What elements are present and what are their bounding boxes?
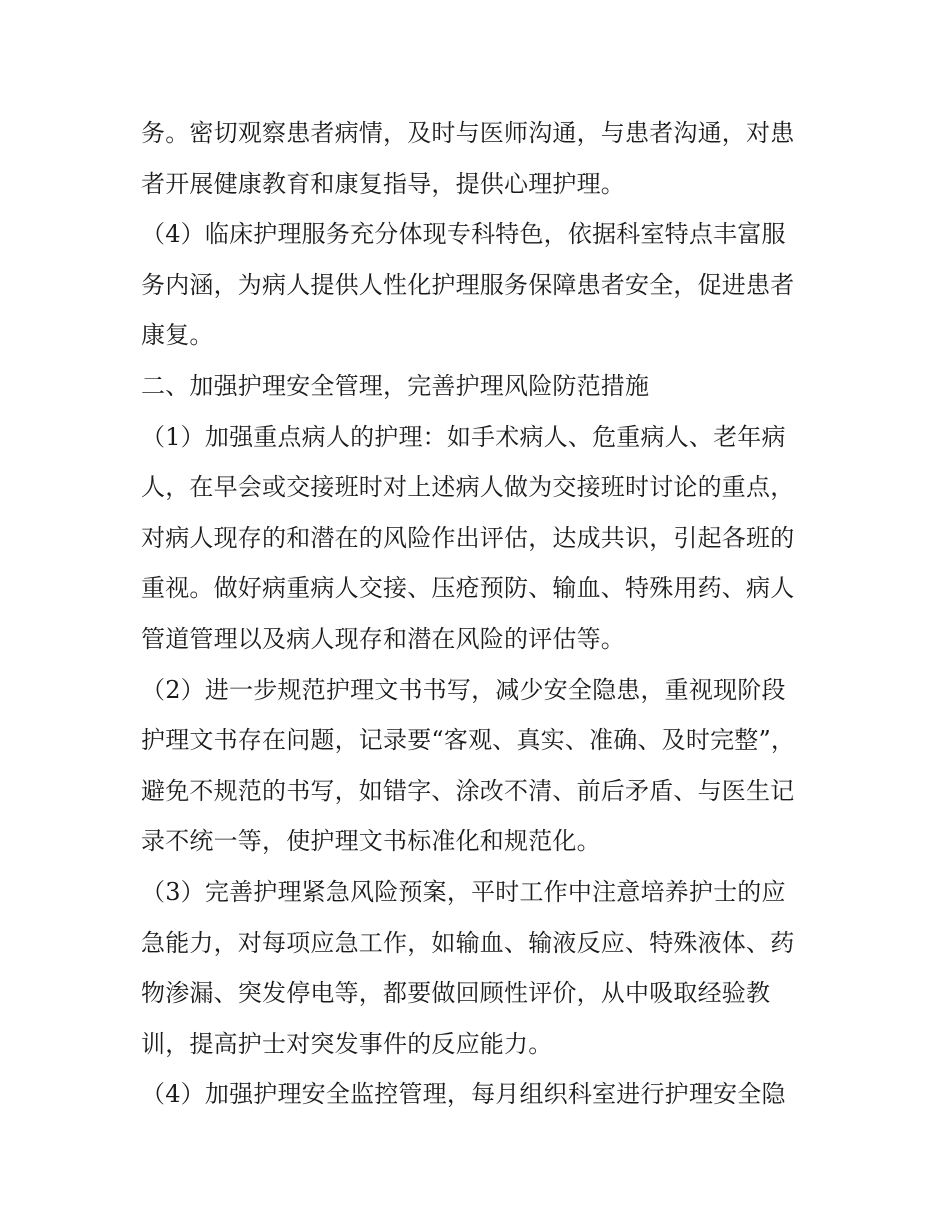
text-line-17: 急能力，对每项应急工作，如输血、输液反应、特殊液体、药 xyxy=(141,928,795,957)
text-line-3: （4）临床护理服务充分体现专科特色，依据科室特点丰富服 xyxy=(141,220,786,249)
text-line-5: 康复。 xyxy=(141,321,214,350)
text-line-10: 重视。做好病重病人交接、压疮预防、输血、特殊用药、病人 xyxy=(141,574,795,603)
text-line-8: 人，在早会或交接班时对上述病人做为交接班时讨论的重点， xyxy=(141,473,795,502)
text-line-16: （3）完善护理紧急风险预案，平时工作中注意培养护士的应 xyxy=(141,877,786,906)
document-body xyxy=(141,108,821,1120)
text-line-19: 训，提高护士对突发事件的反应能力。 xyxy=(141,1029,553,1058)
text-line-11: 管道管理以及病人现存和潜在风险的评估等。 xyxy=(141,624,625,653)
text-line-14: 避免不规范的书写，如错字、涂改不清、前后矛盾、与医生记 xyxy=(141,776,795,805)
text-line-7: （1）加强重点病人的护理：如手术病人、危重病人、老年病 xyxy=(141,422,786,451)
text-line-13: 护理文书存在问题，记录要“客观、真实、准确、及时完整”， xyxy=(141,726,796,755)
section-heading: 二、加强护理安全管理，完善护理风险防范措施 xyxy=(141,371,650,400)
text-line-18: 物渗漏、突发停电等，都要做回顾性评价，从中吸取经验教 xyxy=(141,979,771,1008)
text-line-12: （2）进一步规范护理文书书写，减少安全隐患，重视现阶段 xyxy=(141,675,786,704)
text-line-2: 者开展健康教育和康复指导，提供心理护理。 xyxy=(141,169,625,198)
text-line-20: （4）加强护理安全监控管理，每月组织科室进行护理安全隐 xyxy=(141,1080,786,1109)
text-line-4: 务内涵，为病人提供人性化护理服务保障患者安全，促进患者 xyxy=(141,270,795,299)
text-line-9: 对病人现存的和潜在的风险作出评估，达成共识，引起各班的 xyxy=(141,523,795,552)
text-line-1: 务。密切观察患者病情，及时与医师沟通，与患者沟通，对患 xyxy=(141,119,795,147)
text-line-15: 录不统一等，使护理文书标准化和规范化。 xyxy=(141,827,601,856)
